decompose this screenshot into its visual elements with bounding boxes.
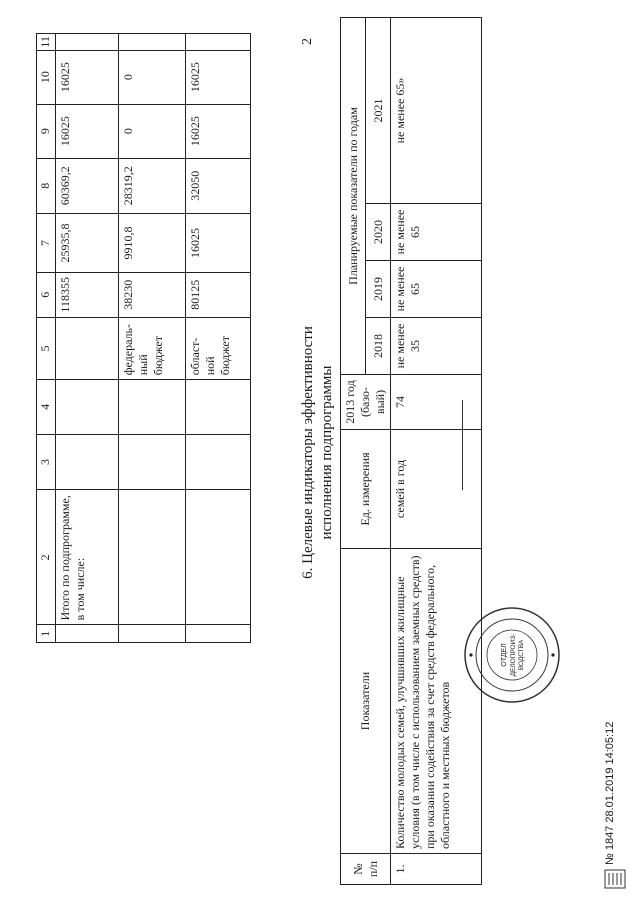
signature-line (462, 400, 463, 490)
table-cell: 25935,8 (56, 214, 119, 273)
header-cell: Планируемые показатели по годам (341, 18, 366, 375)
header-cell: Показатели (341, 549, 391, 854)
section-heading: 6. Целевые индикаторы эффективности (300, 326, 316, 579)
header-cell: 7 (37, 214, 56, 273)
section-subheading: исполнения подпрограммы (319, 365, 335, 540)
table-cell: 32050 (186, 158, 251, 213)
table-cell: 118355 (56, 272, 119, 317)
header-cell: 3 (37, 434, 56, 490)
table-cell: 16025 (186, 50, 251, 104)
table-cell (119, 625, 186, 643)
table-cell (56, 34, 119, 51)
table-cell (56, 380, 119, 434)
table-cell: 28319,2 (119, 158, 186, 213)
table-row (56, 34, 119, 643)
table-cell: не менее 65 (391, 204, 482, 261)
subprogram-finance-table (36, 33, 251, 643)
registration-number: № 1847 28.01.2019 14:05:12 (604, 721, 616, 865)
table-cell: не менее 35 (391, 318, 482, 375)
table-cell: не менее 65 (391, 261, 482, 318)
header-cell: 6 (37, 272, 56, 317)
header-cell: 4 (37, 380, 56, 434)
table-cell (186, 434, 251, 490)
header-cell: 9 (37, 104, 56, 158)
table-cell (186, 625, 251, 643)
table-cell: 9910,8 (119, 214, 186, 273)
table-cell: не менее 65» (391, 18, 482, 204)
table-cell: 16025 (56, 50, 119, 104)
table-cell: 74 (391, 375, 482, 430)
year-cell: 2018 (366, 318, 391, 375)
year-cell: 2019 (366, 261, 391, 318)
page-number: 2 (300, 38, 315, 45)
svg-text:ВОДСТВА: ВОДСТВА (518, 639, 525, 671)
table-cell: Итого по подпрограмме, в том числе: (56, 490, 119, 625)
table-cell (119, 434, 186, 490)
table-cell: 60369,2 (56, 158, 119, 213)
svg-text:ОТДЕЛ: ОТДЕЛ (501, 643, 508, 667)
target-indicators-table (340, 17, 482, 885)
header-cell: 2 (37, 490, 56, 625)
table-cell (56, 625, 119, 643)
table-cell (56, 317, 119, 380)
table-cell: 16025 (56, 104, 119, 158)
header-cell: 10 (37, 50, 56, 104)
table-cell: 0 (119, 104, 186, 158)
svg-text:ДЕЛОПРОИЗ-: ДЕЛОПРОИЗ- (510, 633, 517, 677)
table-cell: 16025 (186, 104, 251, 158)
year-cell: 2021 (366, 18, 391, 204)
table-cell: 38230 (119, 272, 186, 317)
table-row (186, 34, 251, 643)
table-cell: Количество молодых семей, улучшивших жилищные условия (в том числе с использованием заемных средств) при оказании содействия за счет средств федерального, областного и местных бюджетов (391, 549, 482, 854)
table-cell: семей в год (391, 430, 482, 549)
table-cell: 16025 (186, 214, 251, 273)
table-cell: 80125 (186, 272, 251, 317)
table-row (391, 18, 482, 885)
table-cell (186, 490, 251, 625)
table-cell: федераль-ный бюджет (119, 317, 186, 380)
table-cell (119, 490, 186, 625)
header-cell: 5 (37, 317, 56, 380)
header-cell: 1 (37, 625, 56, 643)
header-cell: 2013 год (базо-вый) (341, 375, 391, 430)
table-cell: 1. (391, 854, 482, 885)
scanner-mark-icon (604, 869, 626, 889)
table-cell (186, 34, 251, 51)
table-cell: област-ной бюджет (186, 317, 251, 380)
official-stamp (462, 605, 562, 705)
table-header-row (37, 34, 56, 643)
table-cell (56, 434, 119, 490)
table-header-row (341, 18, 366, 885)
table-cell (119, 34, 186, 51)
table-cell (186, 380, 251, 434)
table-cell: 0 (119, 50, 186, 104)
header-cell: № п/п (341, 854, 391, 885)
table-cell (119, 380, 186, 434)
header-cell: 8 (37, 158, 56, 213)
table-row (119, 34, 186, 643)
header-cell: 11 (37, 34, 56, 51)
year-cell: 2020 (366, 204, 391, 261)
header-cell: Ед. измерения (341, 430, 391, 549)
